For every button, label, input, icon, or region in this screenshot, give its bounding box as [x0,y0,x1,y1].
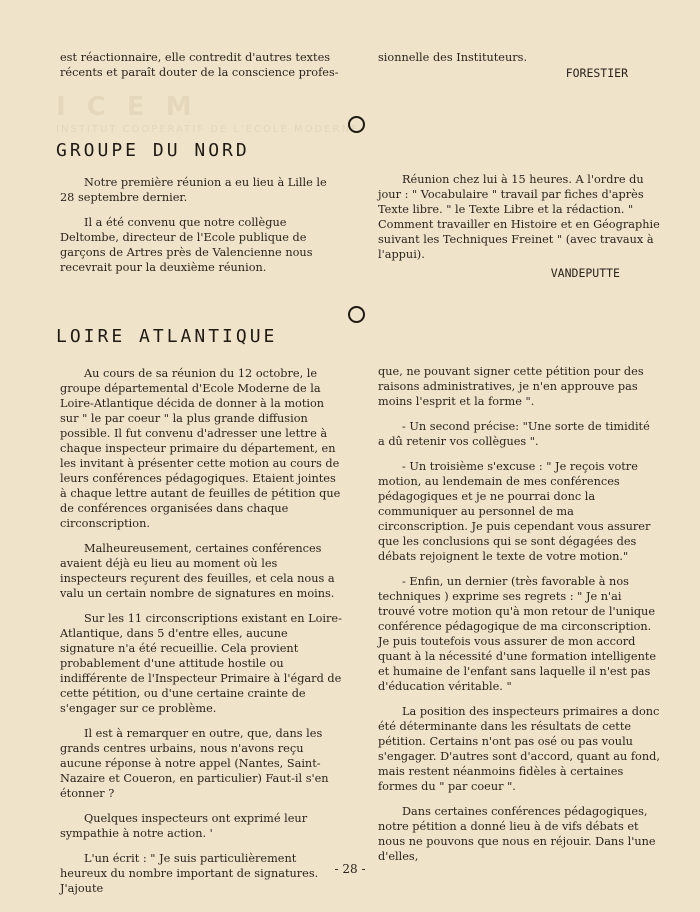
top-left-column [60,50,342,90]
nord-right-column [378,172,660,281]
loire-paragraph: que, ne pouvant signer cette pétition pour des raisons administratives, je n'en approuve pas moins l'esprit et la forme ". [378,365,644,408]
loire-paragraph: L'un écrit : " Je suis particulièrement heureux du nombre important de signatures. J'ajoute [60,852,319,895]
bleed-through-heading: I C E M [56,92,198,122]
section-divider-circle [348,306,365,323]
nord-agenda-paragraph: Réunion chez lui à 15 heures. A l'ordre du jour : " Vocabulaire " travail par fiches d'après Texte libre. " le Texte Libre et la rédaction. " Comment travailler en Histoire et en Géographie suivant les Techniques Freinet " (avec travaux à l'appui). [378,173,660,261]
loire-paragraph: - Un second précise: "Une sorte de timidité a dû retenir vos collègues ". [378,420,650,448]
loire-left-column [60,366,342,906]
loire-paragraph: Dans certaines conférences pédagogiques, notre pétition a donné lieu à de vifs débats et nous ne pouvons que nous en réjouir. Dans l'une d'elles, [378,805,656,863]
vandeputte-signature: VANDEPUTTE [550,266,620,280]
loire-paragraph: La position des inspecteurs primaires a donc été déterminante dans les résultats de cette pétition. Certains n'ont pas osé ou pas voulu s'engager. D'autres sont d'accord, quant au fond, mais restent néanmoins fidèles à certaines formes du " par coeur ". [378,705,660,793]
top-right-text: sionnelle des Instituteurs. [378,51,528,64]
top-right-column [378,50,628,81]
loire-paragraph: Quelques inspecteurs ont exprimé leur sympathie à notre action. ' [60,812,308,840]
top-left-text: est réactionnaire, elle contredit d'autres textes récents et paraît douter de la conscience profes- [60,51,339,79]
loire-paragraph: Malheureusement, certaines conférences avaient déjà eu lieu au moment où les inspecteurs reçurent des feuilles, et cela nous a valu un certain nombre de signatures en moins. [60,542,335,600]
nord-paragraph: Notre première réunion a eu lieu à Lille le 28 septembre dernier. [60,176,327,204]
loire-paragraph: Sur les 11 circonscriptions existant en Loire-Atlantique, dans 5 d'entre elles, aucune signature n'a été recueillie. Cela provient probablement d'une attitude hostile ou indifférente de l'Inspecteur Primaire à l'égard de cette pétition, ou d'une certaine crainte de s'engager sur ce problème. [60,612,342,715]
section-title-nord: GROUPE DU NORD [56,140,250,161]
nord-paragraph: Il a été convenu que notre collègue Deltombe, directeur de l'Ecole publique de garçons de Artres près de Valencienne nous recevrait pour la deuxième réunion. [60,216,313,274]
nord-left-column [60,175,342,285]
loire-paragraph: Au cours de sa réunion du 12 octobre, le groupe départemental d'Ecole Moderne de la Loire-Atlantique décida de donner à la motion sur " le par coeur " la plus grande diffusion possible. Il fut convenu d'adresser une lettre à chaque inspecteur primaire du département, en les invitant à présenter cette motion au cours de leurs conférences pédagogiques. Etaient jointes à chaque lettre autant de feuilles de pétition que de conférences organisées dans chaque circonscription. [60,367,341,530]
loire-paragraph: - Enfin, un dernier (très favorable à nos techniques ) exprime ses regrets : " Je n'ai trouvé votre motion qu'à mon retour de l'unique conférence pédagogique de ma circonscription. Je puis toutefois vous assurer de mon accord quant à la nécessité d'une formation intelligente et humaine de l'enfant sans laquelle il n'est pas d'éducation véritable. " [378,575,657,693]
loire-paragraph: Il est à remarquer en outre, que, dans les grands centres urbains, nous n'avons reçu aucune réponse à notre appel (Nantes, Saint-Nazaire et Coueron, en particulier) Faut-il s'en étonner ? [60,727,329,800]
bleed-through-subtitle: INSTITUT COOPERATIF DE L'ECOLE MODERNE [56,124,360,135]
loire-right-column [378,364,660,874]
loire-paragraph: - Un troisième s'excuse : " Je reçois votre motion, au lendemain de mes conférences pédagogiques et je ne pourrai donc la communiquer au personnel de ma circonscription. Je puis cependant vous assurer que les conclusions qui se sont dégagées des débats rejoignent le texte de votre motion." [378,460,651,563]
page-number: - 28 - [334,862,366,876]
section-divider-circle [348,116,365,133]
section-title-loire: LOIRE ATLANTIQUE [56,326,278,347]
forestier-signature: FORESTIER [565,66,628,80]
